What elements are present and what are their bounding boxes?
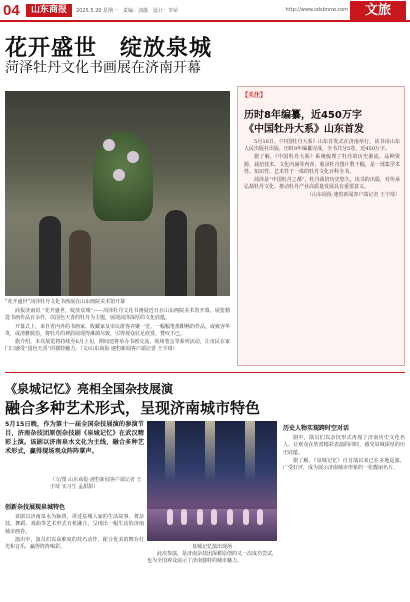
performer <box>227 509 233 525</box>
visitor-figure <box>195 224 217 296</box>
sidebar-byline: （山东商报·速豹新闻客户端记者 王宇琦） <box>306 192 400 199</box>
paper-name: 山东商报 <box>26 4 72 17</box>
peony-flower <box>127 151 139 163</box>
site-url[interactable]: http://www.sdsbnnw.com <box>285 7 348 13</box>
story2-lead-byline: （文/图 山东商报·速豹新闻客户端记者 王宇琦 实习生 孟甜甜） <box>50 477 142 490</box>
story1-body <box>5 308 230 355</box>
story2-headline-1: 《泉城记忆》亮相全国杂技展演 <box>5 382 174 396</box>
story2-subhead-right: 历史人物实现跨时空对话 <box>283 425 350 432</box>
stage-light <box>245 421 255 481</box>
story2-paragraph: 演出中，演员们以高难度的技巧动作，配合优美的舞台灯光和音乐，赢得阵阵喝彩。 <box>5 536 144 551</box>
story2-left-column <box>5 500 144 552</box>
performer <box>211 509 217 525</box>
story2-photo-caption: 泉城记忆演出现场 <box>191 544 232 550</box>
story2-middle-column <box>147 551 277 567</box>
story1-photo-caption: “花开盛世”菏泽牡丹文化书画展在山东画院美术馆开幕 <box>5 299 126 305</box>
visitor-figure <box>39 216 61 296</box>
section-label: 文旅 <box>350 1 406 21</box>
story1-subheadline: 菏泽牡丹文化书画展在济南开幕 <box>5 60 201 76</box>
performer <box>197 509 203 525</box>
story2-paragraph: 剧中，演员们以杂技形式再现了济南历史文化名人，让观众在欣赏精彩表演的同时，感受泉城深厚的历史底蕴。 <box>283 435 405 456</box>
visitor-figure <box>165 210 187 296</box>
story1-paragraph: 商报济南讯 “花开盛世，绽放泉城”——菏泽牡丹文化书画展近日在山东画院美术馆开幕。展览精选书画作品百余件，以国色天香的牡丹为主题，展现菏泽深厚的文化底蕴。 <box>5 308 230 322</box>
sidebar-paragraph: 菏泽是“中国牡丹之都”，牡丹栽培历史悠久。该书的出版，对传承弘扬牡丹文化、推动牡丹产业高质量发展具有重要意义。 <box>244 177 400 191</box>
story2-right-column <box>283 421 405 473</box>
story1-photo <box>5 91 230 296</box>
story1-headline: 花开盛世 绽放泉城 <box>5 36 213 61</box>
story1-paragraph: 开幕式上，来自省内外的书画家、收藏家及市民游客齐聚一堂。一幅幅笔墨酣畅的作品，或雍容华贵，或清雅脱俗，将牡丹的神韵展现得淋漓尽致，引得观众驻足欣赏、赞叹不已。 <box>5 323 231 337</box>
story2-subhead-left: 创新杂技展现泉城特色 <box>5 504 66 511</box>
issue-meta: 2025.5.20 星期一 责编：刘薇 设计：李荣 <box>76 8 179 14</box>
sidebar-paragraph: 据了解，《中国牡丹大系》系统梳理了牡丹的历史源流、品种资源、栽培技术、文化内涵等内容，收录牡丹图片数千幅，是一部集学术性、知识性、艺术性于一体的牡丹文化百科全书。 <box>244 154 400 175</box>
performer <box>257 509 263 525</box>
stage-light <box>205 421 215 481</box>
section-divider <box>5 372 405 373</box>
sidebar-box <box>237 86 405 366</box>
performer <box>243 509 249 525</box>
story2-photo <box>147 421 277 541</box>
page-number: 04 <box>3 2 20 19</box>
performer <box>167 509 173 525</box>
visitor-figure <box>69 230 91 296</box>
masthead <box>0 0 410 22</box>
story1-paragraph: 据介绍，本次展览将持续至6月上旬，期间还将举办书画交流、现场笔会等系列活动，让市民在家门口感受“国色天香”的独特魅力。（文/山东商报·速豹新闻客户端记者 王宇琦） <box>5 339 230 353</box>
story2-paragraph: 据了解，《泉城记忆》自首演以来已在多地巡演，广受好评，成为展示济南城市形象的一张靓丽名片。 <box>283 457 405 472</box>
peony-flower <box>103 139 115 151</box>
story2-headline-2: 融合多种艺术形式，呈现济南城市特色 <box>5 399 261 417</box>
story2-paragraph: 此次参演，是济南杂技团深耕原创的又一次成功尝试，也为全国观众展示了济南独特的城市魅力。 <box>147 551 278 565</box>
story2-lead: 5月15日晚，作为第十一届全国杂技展演的参演节目，济南杂技团原创杂技剧《泉城记忆》在武汉精彩上演。该剧以济南泉水文化为主线，融合多种艺术形式，赢得现场观众阵阵掌声。 <box>5 421 144 455</box>
stage-light <box>165 421 175 481</box>
peony-flower <box>113 169 125 181</box>
sidebar-title-2: 《中国牡丹大系》山东首发 <box>244 124 364 135</box>
story2-paragraph: 该剧以济南泉水为脉络，讲述泉城人家的生活故事，将杂技、舞蹈、戏曲等艺术形式有机融合，呈现出一幅生动的济南城市画卷。 <box>5 514 144 535</box>
sidebar-paragraph: 5月18日，《中国牡丹大系》山东首发式在济南举行。该书由山东人民出版社出版，历时8年编纂完成，全书共分5卷，近450万字。 <box>244 139 400 153</box>
sidebar-tag: 【关注】 <box>242 92 267 99</box>
sidebar-title-1: 历时8年编纂，近450万字 <box>244 110 362 121</box>
performer <box>181 509 187 525</box>
sidebar-body <box>244 139 400 201</box>
